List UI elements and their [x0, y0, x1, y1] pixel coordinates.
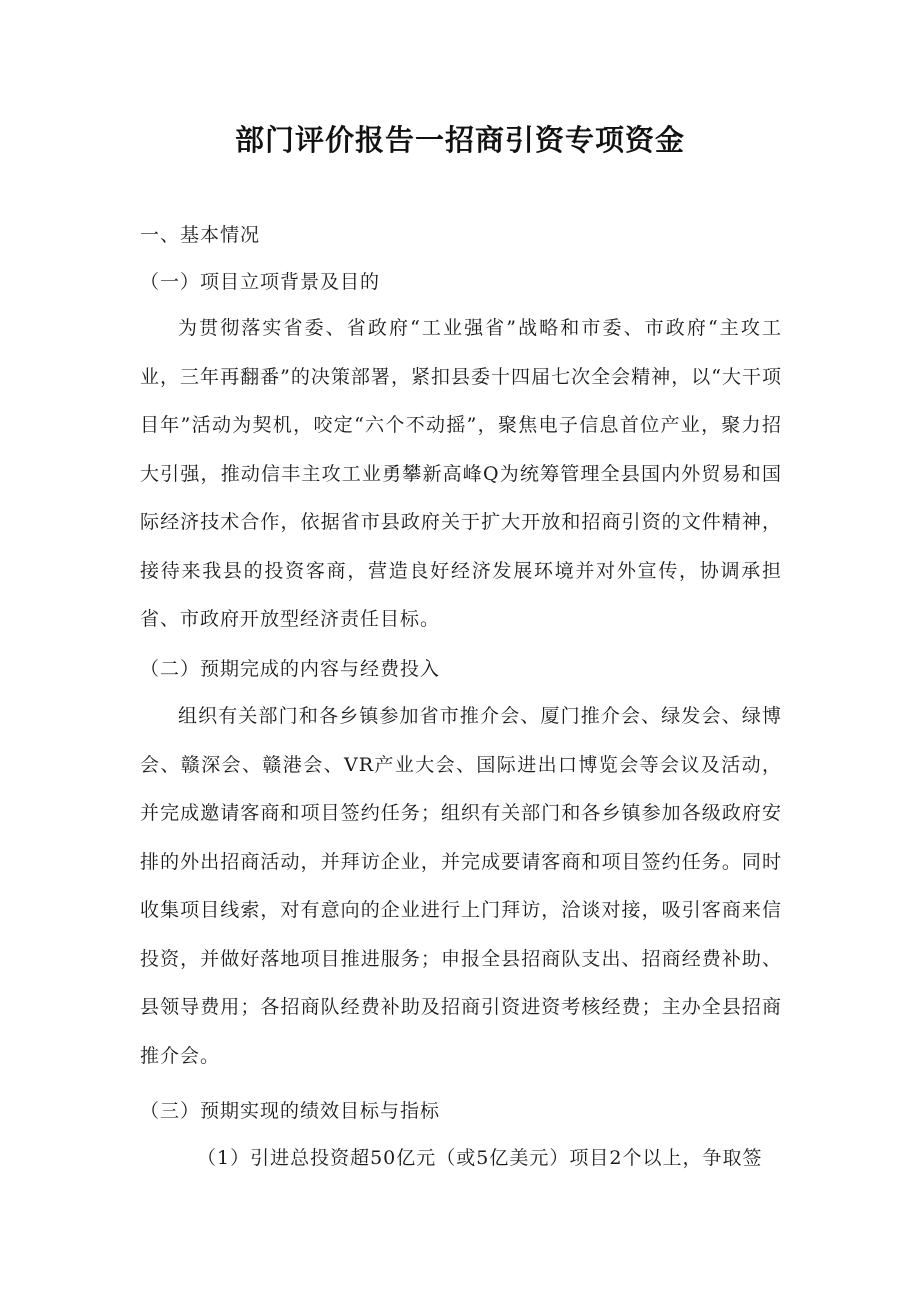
- section-heading-basic-info: 一、基本情况: [140, 224, 261, 246]
- paragraph-background: 为贯彻落实省委、省政府“工业强省”战略和市委、市政府“主攻工业，三年再翻番”的决策部署，紧扣县委十四届七次全会精神，以“大干项目年”活动为契机，咬定“六个不动摇”，聚焦电子信息首位产业，聚力招大引强，推动信丰主攻工业勇攀新高峰Q为统筹管理全县国内外贸易和国际经济技术合作，依据省市县政府关于扩大开放和招商引资的文件精神，接待来我县的投资客商，营造良好经济发展环境并对外宣传，协调承担省、市政府开放型经济责任目标。: [140, 317, 782, 630]
- paragraph-performance-goals: （1）引进总投资超50亿元（或5亿美元）项目2个以上，争取签: [197, 1147, 763, 1169]
- subsection-heading-performance-goals: （三）预期实现的绩效目标与指标: [140, 1100, 441, 1122]
- paragraph-content-funding: 组织有关部门和各乡镇参加省市推介会、厦门推介会、绿发会、绿博会、赣深会、赣港会、VR产业大会、国际进出口博览会等会议及活动，并完成邀请客商和项目签约任务；组织有关部门和各乡镇参加各级政府安排的外出招商活动，并拜访企业，并完成要请客商和项目签约任务。同时收集项目线索，对有意向的企业进行上门拜访，洽谈对接，吸引客商来信投资，并做好落地项目推进服务；申报全县招商队支出、招商经费补助、县领导费用；各招商队经费补助及招商引资进资考核经费；主办全县招商推介会。: [140, 705, 782, 1067]
- subsection-heading-content-funding: （二）预期完成的内容与经费投入: [140, 658, 441, 680]
- subsection-heading-background: （一）项目立项背景及目的: [140, 271, 381, 293]
- document-title: 部门评价报告一招商引资专项资金: [234, 123, 685, 157]
